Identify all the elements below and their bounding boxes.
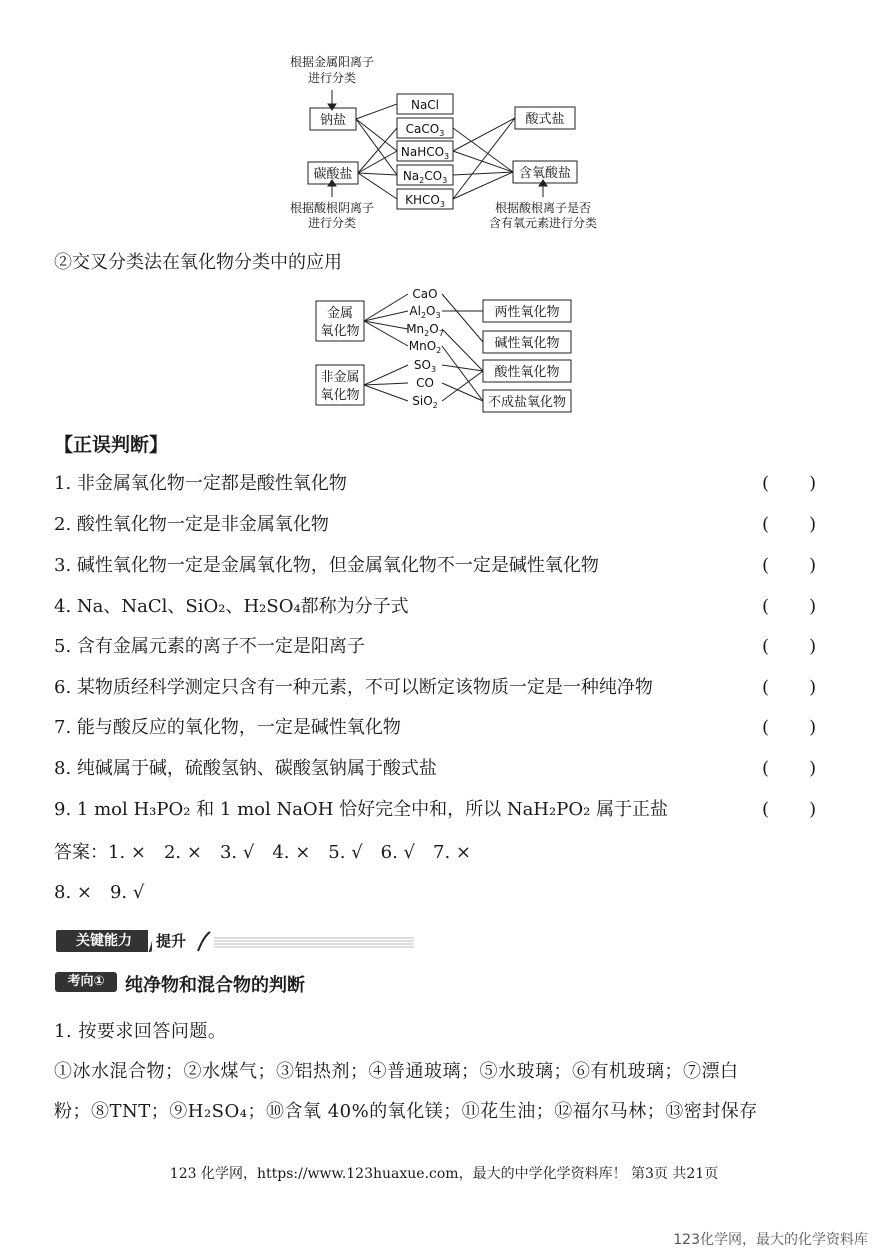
note-by-cation-2: 进行分类 [307,71,357,85]
answer-blank: ( ) [762,596,817,617]
svg-text:不成盐氧化物: 不成盐氧化物 [487,395,567,410]
svg-text:NaCl: NaCl [410,98,440,112]
svg-text:CaO: CaO [412,287,438,301]
judgment-item: 1. 非金属氧化物一定都是酸性氧化物 [54,473,347,494]
svg-text:非金属: 非金属 [320,370,360,385]
answer-blank: ( ) [762,758,817,779]
svg-text:CaCO3: CaCO$_3$ [405,122,445,138]
options-line-2: 粉；⑧TNT；⑨H₂SO₄；⑩含氧 40%的氧化镁；⑪花生油；⑫福尔马林；⑬密封保存 [54,1101,758,1122]
banner-right-label: 提升 [156,932,187,950]
judge-title: 【正误判断】 [54,434,169,456]
judgment-item: 2. 酸性氧化物一定是非金属氧化物 [54,514,329,535]
svg-text:两性氧化物: 两性氧化物 [494,305,560,320]
svg-text:酸性氧化物: 酸性氧化物 [494,365,560,380]
label-oxyacid-salt: 含氧酸盐 [518,166,572,181]
svg-text:氧化物: 氧化物 [320,388,360,403]
page-footer: 123 化学网，https://www.123huaxue.com，最大的中学化学资料库！ 第3页 共21页 [169,1166,719,1182]
judgment-item: 9. 1 mol H₃PO₂ 和 1 mol NaOH 恰好完全中和，所以 NaH₂PO₂ 属于正盐 [54,799,669,820]
judgment-item: 7. 能与酸反应的氧化物，一定是碱性氧化物 [54,717,401,738]
label-sodium-salt: 钠盐 [319,113,347,128]
svg-text:SiO2: SiO$_2$ [412,394,438,410]
svg-text:氧化物: 氧化物 [320,324,360,339]
answer-blank: ( ) [762,514,817,535]
options-line-1: ①冰水混合物；②水煤气；③铝热剂；④普通玻璃；⑤水玻璃；⑥有机玻璃；⑦漂白 [54,1061,739,1082]
section-heading-oxide-cross-classification: ②交叉分类法在氧化物分类中的应用 [54,252,342,273]
svg-text:Al2O3: $Al_2O_3$ [409,304,441,320]
question-1: 1. 按要求回答问题。 [54,1021,227,1042]
topic-tag: 考向① [55,972,117,992]
answers-line-2: 8. × 9. √ [54,882,145,903]
svg-text:金属: 金属 [326,306,354,321]
svg-text:NaHCO3: NaHCO$_3$ [400,145,450,161]
answer-blank: ( ) [762,717,817,738]
svg-text:SO3: $SO_3$ [413,358,437,374]
svg-text:Mn2O7: $Mn_2O_7$ [406,322,444,338]
note-by-oxygen-2: 含有氧元素进行分类 [488,216,598,230]
answer-blank: ( ) [762,799,817,820]
label-acid-salt: 酸式盐 [525,112,565,127]
label-carbonate: 碳酸盐 [313,167,353,182]
judgment-item: 8. 纯碱属于碱，硫酸氢钠、碳酸氢钠属于酸式盐 [54,758,437,779]
note-by-anion-2: 进行分类 [307,216,357,230]
svg-text:CO: CO [416,376,434,390]
watermark: 123化学网，最大的化学资料库 [673,1232,868,1248]
salt-classification-diagram [280,50,610,235]
answer-blank: ( ) [762,555,817,576]
judgment-item: 3. 碱性氧化物一定是金属氧化物，但金属氧化物不一定是碱性氧化物 [54,555,599,576]
answers-line-1: 答案：1. × 2. × 3. √ 4. × 5. √ 6. √ 7. × [54,842,472,863]
answer-blank: ( ) [762,473,817,494]
note-by-anion: 根据酸根阴离子 [289,201,375,215]
key-ability-banner [56,928,416,954]
note-by-oxygen: 根据酸根离子是否 [494,201,592,215]
svg-text:Na2CO3: $Na_2CO_3$ [402,169,448,185]
topic-title: 纯净物和混合物的判断 [125,975,305,996]
judgment-item: 5. 含有金属元素的离子不一定是阳离子 [54,636,365,657]
answer-blank: ( ) [762,636,817,657]
svg-text:碱性氧化物: 碱性氧化物 [494,336,560,351]
oxide-classification-diagram [310,285,580,417]
svg-text:MnO2: MnO$_2$ [408,339,442,355]
banner-left-label: 关键能力 [76,933,132,949]
svg-text:KHCO3: $KHCO_3$ [405,193,445,209]
note-by-cation: 根据金属阳离子 [289,55,375,69]
answer-blank: ( ) [762,677,817,698]
judgment-item: 4. Na、NaCl、SiO₂、H₂SO₄都称为分子式 [54,596,409,617]
judgment-item: 6. 某物质经科学测定只含有一种元素，不可以断定该物质一定是一种纯净物 [54,677,653,698]
